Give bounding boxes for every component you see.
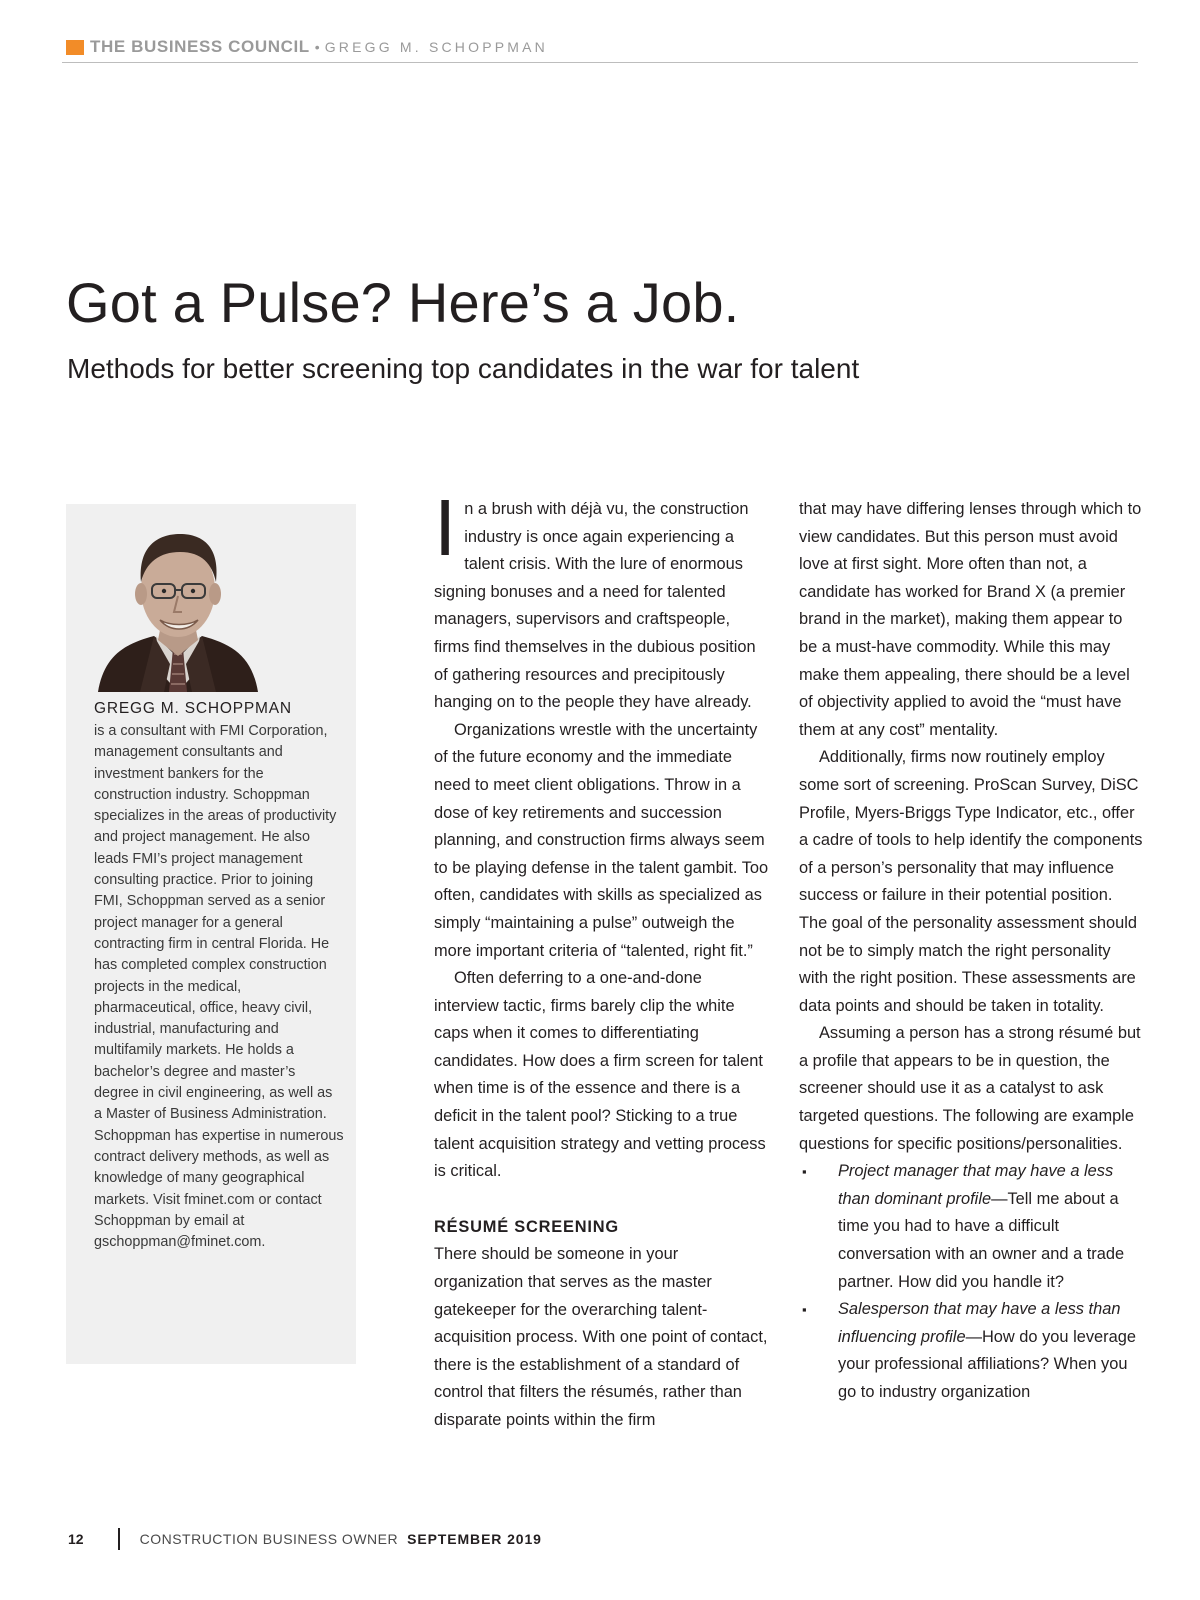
bullet-item xyxy=(799,1296,1143,1406)
page-number: 12 xyxy=(68,1531,84,1547)
section-name: THE BUSINESS COUNCIL xyxy=(90,37,310,56)
bullet-lead: Project manager that may have a less than dominant profile xyxy=(838,1162,1114,1208)
magazine-name: CONSTRUCTION BUSINESS OWNER xyxy=(139,1531,399,1547)
paragraph-intro xyxy=(434,483,770,717)
article-title: Got a Pulse? Here’s a Job. xyxy=(66,271,740,334)
paragraph-intro-text: n a brush with déjà vu, the construction industry is once again experiencing a talent crisis. With the lure of enormous signing bonuses and a need for talented managers, supervisors and craftspeople, firms find themselves in the dubious position of gathering resources and precipitously hanging on to the people they have already. xyxy=(434,500,756,712)
author-portrait xyxy=(94,524,262,692)
paragraph: Often deferring to a one-and-done interview tactic, firms barely clip the white caps when it comes to differentiating candidates. How does a firm screen for talent when time is of the essence and there is a deficit in the talent pool? Sticking to a true talent acquisition strategy and vetting process is critical. xyxy=(434,969,766,1181)
bullet-text: —How do you leverage your professional affiliations? When you go to industry organization xyxy=(838,1327,1136,1401)
header-separator: • xyxy=(314,39,320,55)
bullet-marker: ▪ xyxy=(802,1302,807,1318)
section-marker-square xyxy=(66,40,84,55)
paragraph: Assuming a person has a strong résumé but a profile that appears to be in question, the screener should use it as a catalyst to ask targeted questions. The following are example questions for specific positions/personalities. xyxy=(799,1024,1141,1153)
body-column-2 xyxy=(799,496,1143,1407)
section-heading: RÉSUMÉ SCREENING xyxy=(434,1217,619,1236)
bio-author-name: GREGG M. SCHOPPMAN xyxy=(94,700,292,717)
page-footer xyxy=(68,1528,542,1550)
paragraph: Organizations wrestle with the uncertainty of the future economy and the immediate need to meet client obligations. Throw in a dose of key retirements and succession planning, and construction firms always seem to be playing defense in the talent gambit. Too often, candidates with skills as specialized as simply “maintaining a pulse” outweigh the more important criteria of “talented, right fit.” xyxy=(434,720,769,960)
drop-cap: I xyxy=(434,483,457,572)
header-author: GREGG M. SCHOPPMAN xyxy=(324,39,548,55)
paragraph: that may have differing lenses through which to view candidates. But this person must avoid love at first sight. More often than not, a candidate has worked for Brand X (a premier brand in the market), making them appear to be a must-have commodity. While this may make them appealing, there should be a level of objectivity applied to avoid the “must have them at any cost” mentality. xyxy=(799,500,1142,739)
bio-text: is a consultant with FMI Corporation, management consultants and investment bankers for the construction industry. Schoppman specializes in the areas of productivity and project management. He also leads FMI’s project management consulting practice. Prior to joining FMI, Schoppman served as a senior project manager for a general contracting firm in central Florida. He has completed complex construction projects in the medical, pharmaceutical, office, heavy civil, industrial, manufacturing and multifamily markets. He holds a bachelor’s degree and master’s degree in civil engineering, as well as a Master of Business Administration. Schoppman has expertise in numerous contract delivery methods, as well as knowledge of many geographical markets. Visit fminet.com or contact Schoppman by email at gschoppman@fminet.com. xyxy=(94,723,344,1251)
body-column-1 xyxy=(434,483,770,1435)
bullet-lead: Salesperson that may have a less than influencing profile xyxy=(838,1300,1121,1346)
footer-divider xyxy=(118,1528,120,1550)
bullet-item xyxy=(799,1158,1143,1296)
bullet-marker: ▪ xyxy=(802,1164,807,1180)
article-subtitle: Methods for better screening top candidates in the war for talent xyxy=(67,353,860,384)
paragraph: Additionally, firms now routinely employ some sort of screening. ProScan Survey, DiSC Profile, Myers-Briggs Type Indicator, etc., offer a cadre of tools to help identify the components of a person’s personality that may influence success or failure in their potential position. The goal of the personality assessment should not be to simply match the right personality with the right position. These assessments are data points and should be taken in totality. xyxy=(799,748,1143,1015)
bullet-text: —Tell me about a time you had to have a difficult conversation with an owner and a trade partner. How did you handle it? xyxy=(838,1189,1125,1291)
running-header xyxy=(66,36,548,58)
paragraph: There should be someone in your organization that serves as the master gatekeeper for the overarching talent-acquisition process. With one point of contact, there is the establishment of a standard of control that filters the résumés, rather than disparate points within the firm xyxy=(434,1245,768,1429)
issue-date: SEPTEMBER 2019 xyxy=(407,1531,542,1547)
header-divider xyxy=(62,62,1138,63)
